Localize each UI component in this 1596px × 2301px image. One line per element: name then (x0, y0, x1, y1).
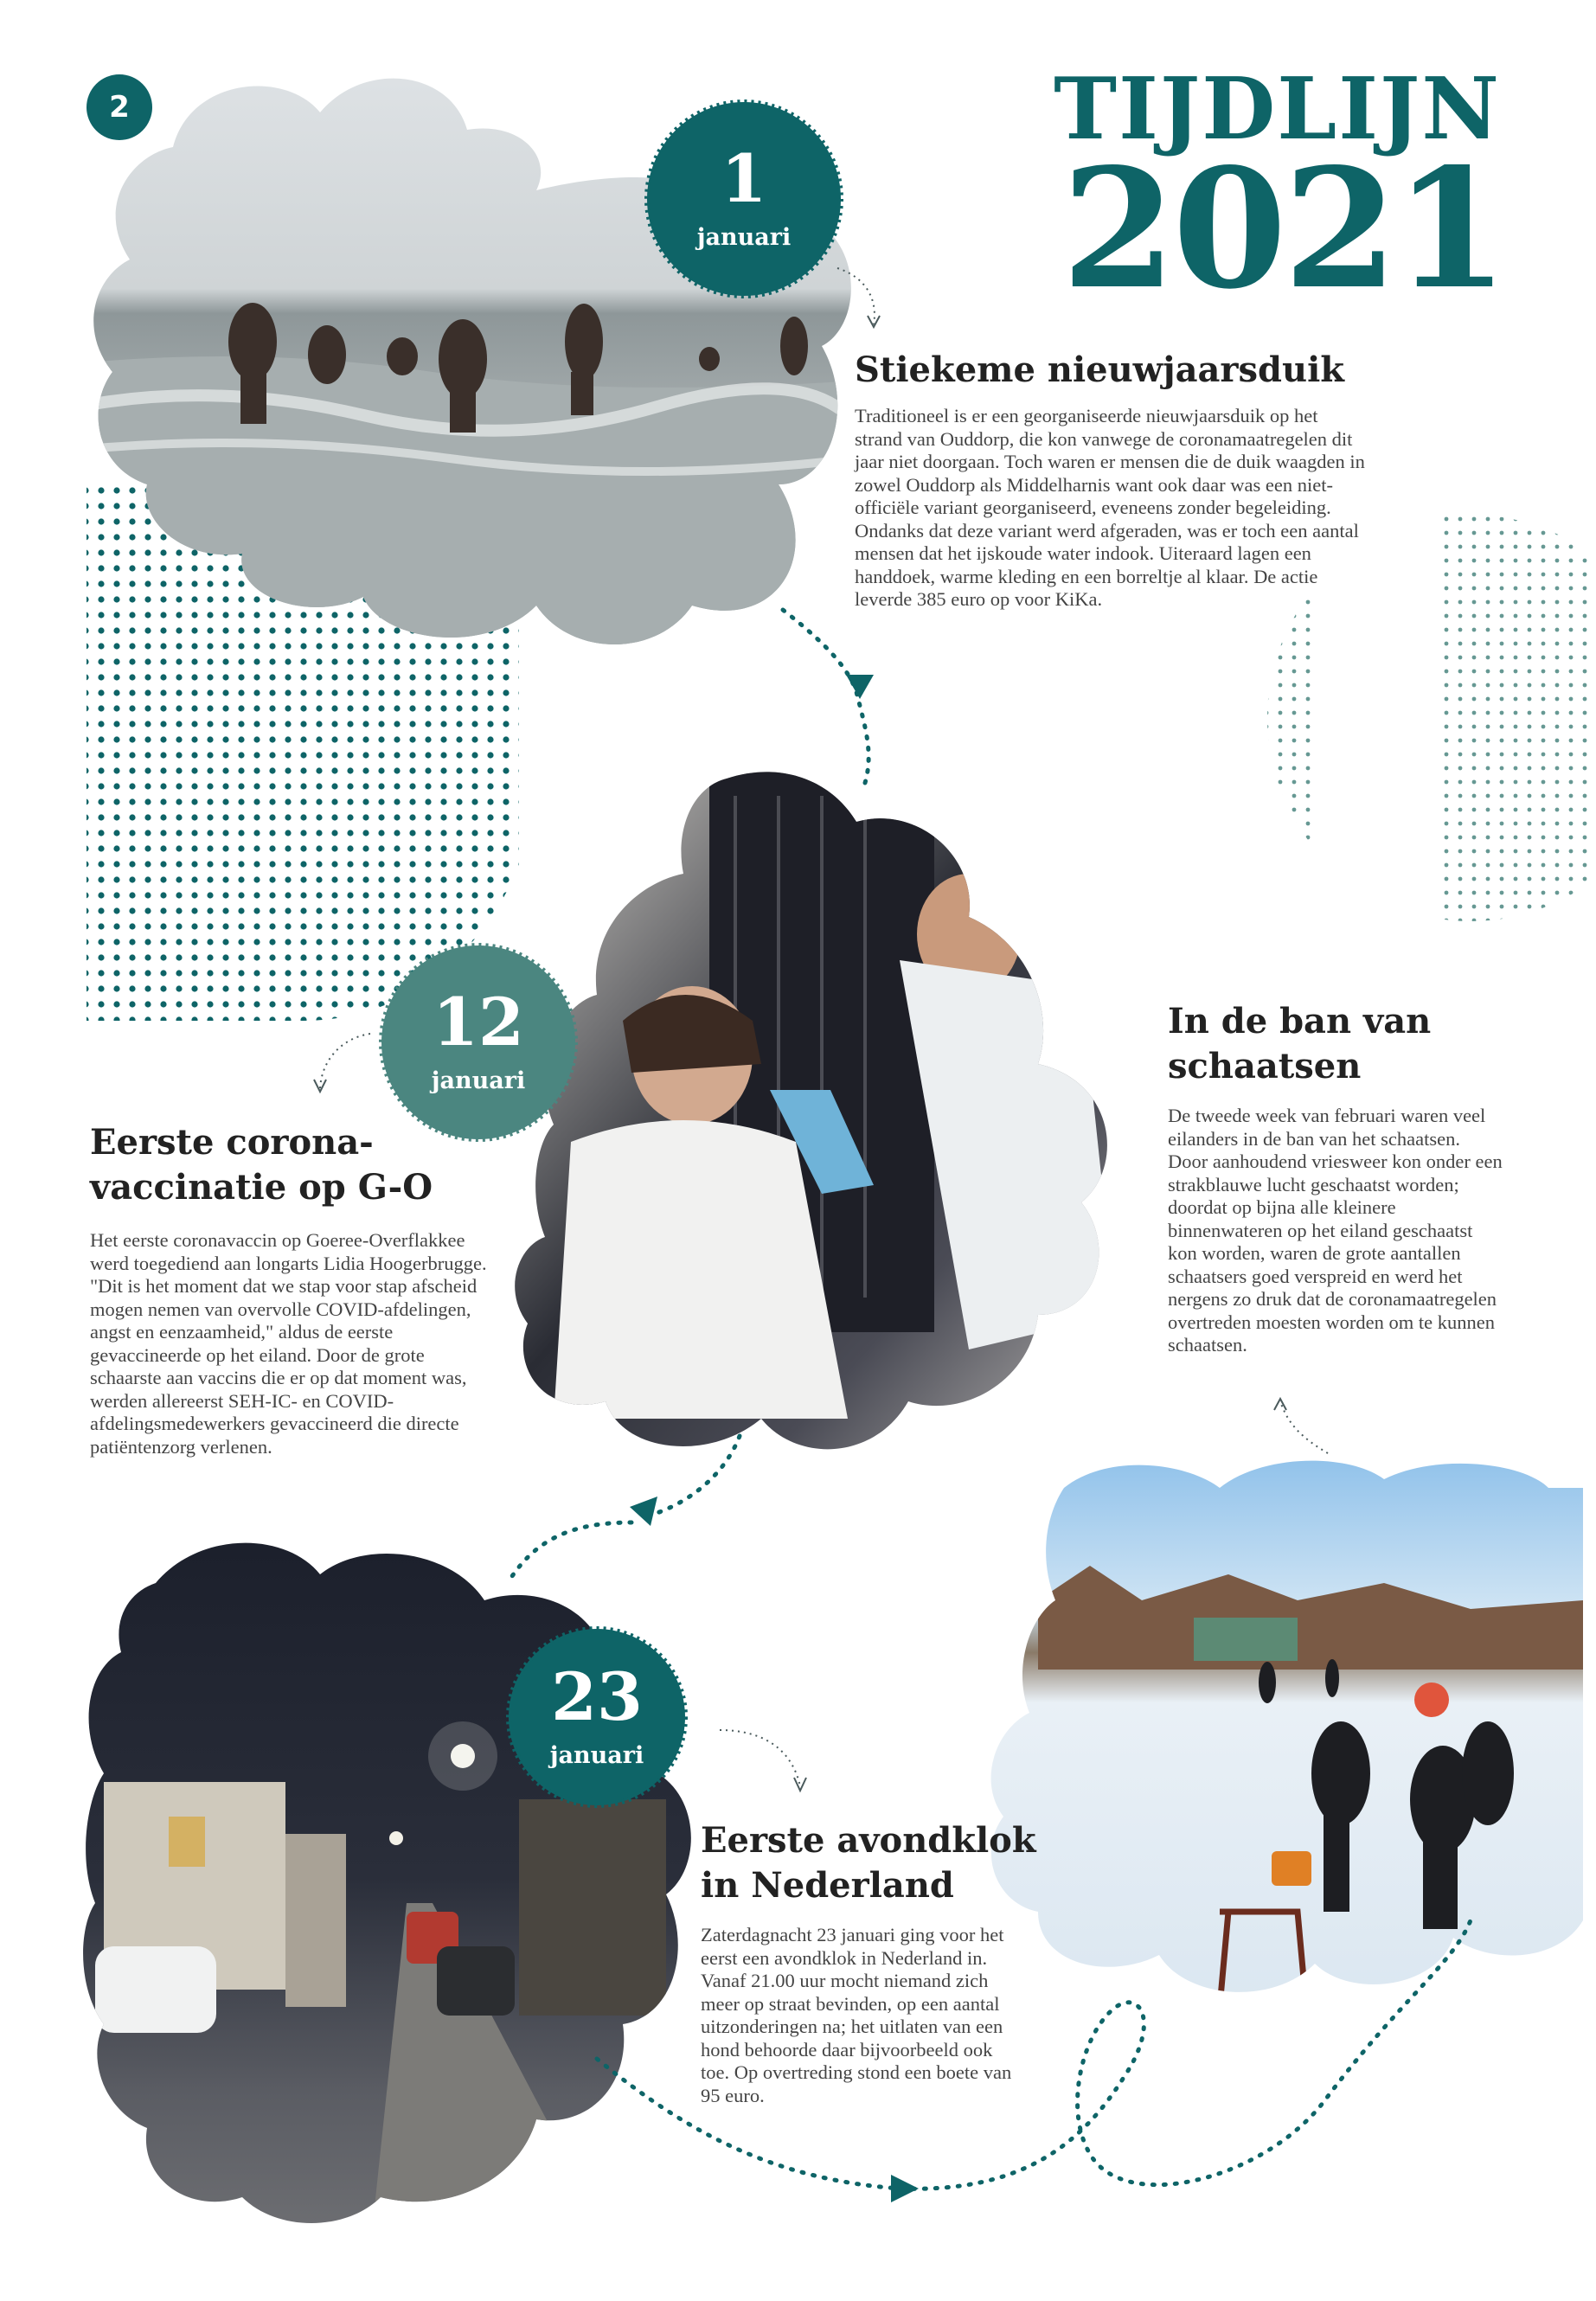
page-year: 2021 (1061, 132, 1505, 325)
article-headline: Eerste avondklok in Nederland (701, 1820, 1036, 1906)
article-schaatsen (1168, 999, 1514, 1357)
badge-month: januari (431, 1067, 526, 1094)
article-nieuwjaarsduik (855, 348, 1374, 612)
date-badge-12-januari (381, 945, 575, 1139)
date-badge-1-januari (647, 102, 841, 296)
article-headline: Stiekeme nieuwjaarsduik (855, 349, 1344, 390)
badge-month: januari (549, 1741, 644, 1769)
article-body: Zaterdagnacht 23 januari ging voor het eerst een avondklok in Nederland in. Vanaf 21.00 uur mocht niemand zich meer op straat bevinden, op een aantal uitzonderingen na; het uitlaten van een hond behoorde daar bijvoorbeeld ook toe. Op overtreding stond een boete van 95 euro. (701, 1924, 1012, 2106)
date-badge-23-januari (509, 1629, 685, 1805)
article-body: Het eerste coronavaccin op Goeree-Overflakkee werd toegediend aan longarts Lidia Hoogerbrugge. "Dit is het moment dat we stap voor stap afscheid mogen nemen van overvolle COVID-afdelingen, angst en eenzaamheid," aldus de eerste gevaccineerde op het eiland. Door de grote schaarste aan vaccins die er op dat moment was, werden allereerst SEH-IC- en COVID-afdelingsmedewerkers gevaccineerd die directe patiëntenzorg verlenen. (90, 1229, 487, 1458)
badge-month: januari (696, 223, 792, 251)
badge-day: 1 (721, 139, 767, 217)
photo-vaccinatie (502, 761, 1142, 1471)
article-vaccinatie (90, 1120, 505, 1458)
article-headline: Eerste corona-vaccinatie op G-O (90, 1122, 433, 1208)
page-title: TIJDLIJN (1054, 60, 1501, 159)
badge-day: 23 (551, 1657, 643, 1735)
page-number: 2 (87, 74, 152, 140)
article-body: De tweede week van februari waren veel eilanders in de ban van het schaatsen. Door aanhoudend vriesweer kon onder een strakblauwe lucht geschaatst worden; doordat op bijna alle kleinere binnenwateren op het eiland geschaatst kon worden, waren de grote aantallen schaatsers goed verspreid en werd het nergens zo druk dat de coronamaatregelen overtreden moesten worden om te kunnen schaatsen. (1168, 1105, 1503, 1356)
article-body: Traditioneel is er een georganiseerde nieuwjaarsduik op het strand van Ouddorp, die kon vanwege de coronamaatregelen dit jaar niet doorgaan. Toch waren er mensen die de duik waagden in zowel Ouddorp als Middelharnis want ook daar was een niet-officiële variant georganiseerd, eveneens zonder begeleiding. Ondanks dat deze variant werd afgeraden, was er toch een aantal mensen dat het ijskoude water indook. Uiteraard lagen een handdoek, warme kleding en een borreltje al klaar. De actie leverde 385 euro op voor KiKa. (855, 405, 1365, 610)
article-avondklok (701, 1818, 1055, 2107)
article-headline: In de ban van schaatsen (1168, 1001, 1432, 1086)
photo-schaatsen (969, 1453, 1592, 2007)
photo-avondklok (78, 1522, 709, 2232)
badge-day: 12 (433, 983, 524, 1061)
